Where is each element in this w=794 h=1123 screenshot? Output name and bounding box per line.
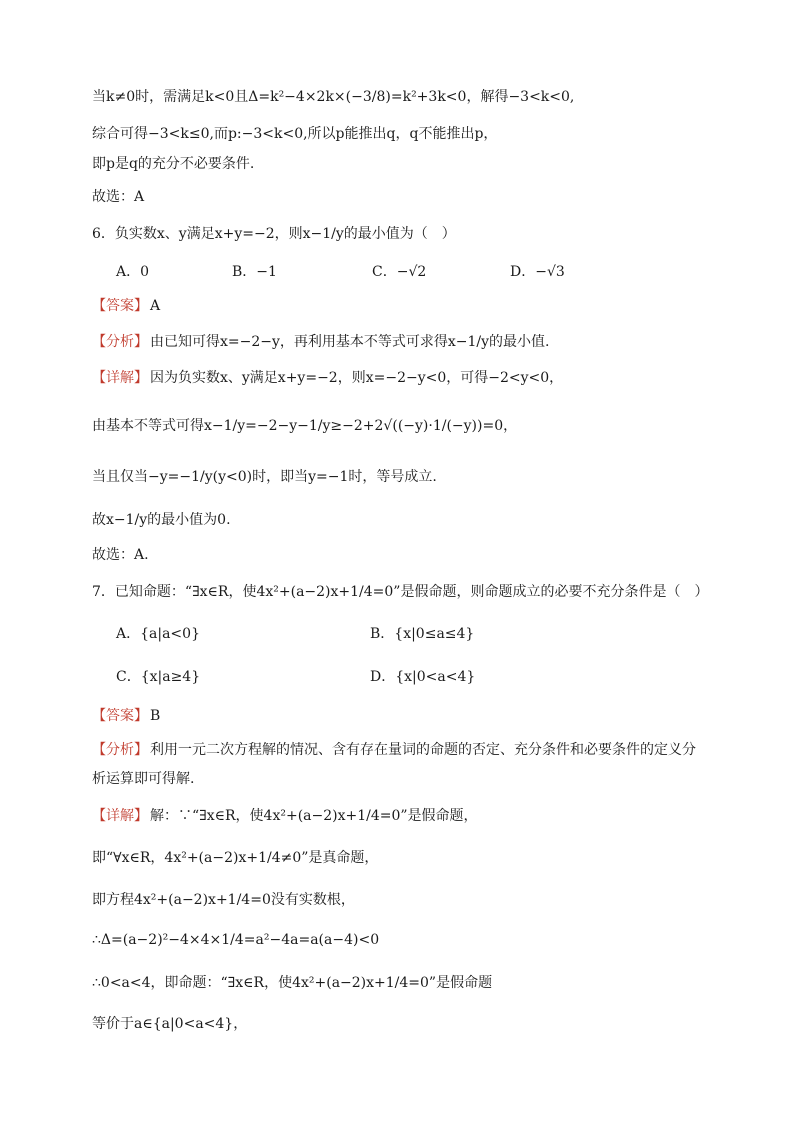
option-6-c: C．−√2 xyxy=(372,264,427,280)
detail-7-line-1: 【详解】 解：∵“∃x∈R，使4x²+(a−2)x+1/4=0”是假命题， xyxy=(92,808,478,824)
question-6: 6．负实数x、y满足x+y=−2，则x−1/y的最小值为（ ） xyxy=(92,226,456,242)
question-7: 7．已知命题：“∃x∈R，使4x²+(a−2)x+1/4=0”是假命题，则命题成立的必要不充分条件是（ ） xyxy=(92,584,709,600)
option-7-d: D．{x|0<a<4} xyxy=(370,669,476,685)
detail-7-line-6: 等价于a∈{a|0<a<4}， xyxy=(92,1016,248,1032)
text-line-conclusion: 即p是q的充分不必要条件. xyxy=(92,156,255,172)
answer-6: 【答案】 A xyxy=(92,298,161,314)
option-7-b: B．{x|0≤a≤4} xyxy=(370,626,475,642)
detail-6-line-1: 【详解】 因为负实数x、y满足x+y=−2，则x=−2−y<0，可得−2<y<0， xyxy=(92,370,564,386)
answer-7: 【答案】 B xyxy=(92,708,161,724)
option-7-a: A．{a|a<0} xyxy=(116,626,200,642)
option-6-d: D．−√3 xyxy=(510,264,565,280)
analysis-6: 【分析】 由已知可得x=−2−y，再利用基本不等式可求得x−1/y的最小值. xyxy=(92,334,550,350)
detail-6-line-3: 当且仅当−y=−1/y(y<0)时，即当y=−1时，等号成立. xyxy=(92,469,437,485)
detail-7-line-5: ∴0<a<4，即命题：“∃x∈R，使4x²+(a−2)x+1/4=0”是假命题 xyxy=(92,975,493,991)
text-line-combine: 综合可得−3<k≤0,而p:−3<k<0,所以p能推出q，q不能推出p， xyxy=(92,126,498,142)
detail-6-line-4: 故x−1/y的最小值为0. xyxy=(92,512,231,528)
option-7-c: C．{x|a≥4} xyxy=(116,669,201,685)
detail-7-line-2: 即“∀x∈R，4x²+(a−2)x+1/4≠0”是真命题， xyxy=(92,850,379,866)
text-line-choose-5: 故选：A xyxy=(92,189,145,205)
analysis-7-line-2: 析运算即可得解. xyxy=(92,771,195,787)
analysis-7-line-1: 【分析】 利用一元二次方程解的情况、含有存在量词的命题的否定、充分条件和必要条件的定义分 xyxy=(92,742,696,758)
detail-7-line-4: ∴Δ=(a−2)²−4×4×1/4=a²−4a=a(a−4)<0 xyxy=(92,932,380,948)
detail-7-line-3: 即方程4x²+(a−2)x+1/4=0没有实数根， xyxy=(92,892,355,908)
choose-6: 故选：A. xyxy=(92,547,149,563)
text-line-k-condition: 当k≠0时，需满足k<0且Δ=k²−4×2k×(−3/8)=k²+3k<0，解得−3<k<0, xyxy=(92,89,575,105)
detail-6-line-2: 由基本不等式可得x−1/y=−2−y−1/y≥−2+2√((−y)·1/(−y))=0， xyxy=(92,418,518,434)
option-6-b: B．−1 xyxy=(232,264,277,280)
option-6-a: A．0 xyxy=(116,264,150,280)
